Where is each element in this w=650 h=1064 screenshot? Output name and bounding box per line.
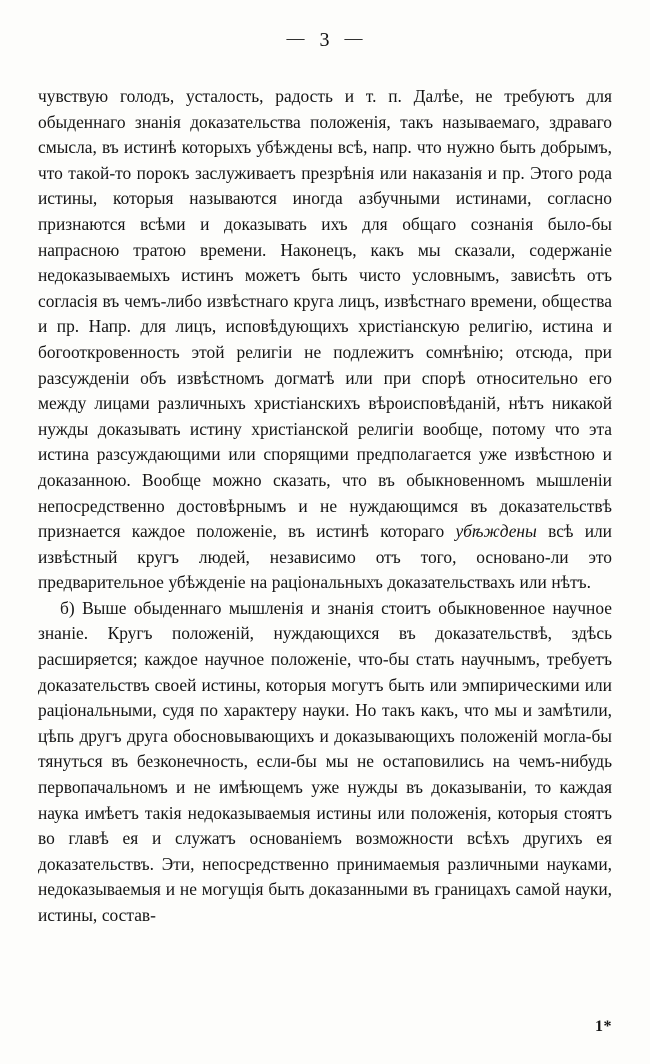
signature-mark: 1* [595, 1018, 612, 1035]
paragraph-1-text: чувствую голодъ, усталость, радость и т. п. Далѣе, не требуютъ для обыденнаго знанія доказательства положенія, такъ называемаго, здраваго смысла, въ истинѣ которыхъ убѣждены всѣ, напр. что нужно быть добрымъ, что такой-то порокъ заслуживаетъ презрѣнія или наказанія и пр. Этого рода истины, которыя называются иногда азбучными истинами, согласно признаются всѣми и доказывать ихъ для общаго сознанія было-бы напрасною тратою времени. Наконецъ, какъ мы сказали, содержаніе недоказываемыхъ истинъ можетъ быть чисто условнымъ, зависѣть отъ согласія въ чемъ-либо извѣстнаго круга лицъ, извѣстнаго времени, общества и пр. Напр. для лицъ, исповѣдующихъ христіанскую религію, истина и богооткровенность этой религіи не подлежитъ сомнѣнію; отсюда, при разсужденіи объ извѣстномъ догматѣ или при спорѣ относительно его между лицами различныхъ христіанскихъ вѣроисповѣданій, нѣтъ никакой нужды доказывать истину христіанской религіи вообще, потому что эта истина разсуждающими или спорящими предполагается уже извѣстною и доказанною. Вообще можно сказать, что въ обыкновенномъ мышленіи непосредственно достовѣрнымъ и не нуждающимся въ доказательствѣ признается каждое положеніе, въ истинѣ котораго [38, 86, 612, 542]
body-text [38, 84, 612, 929]
emphasis-word: убѣждены [455, 521, 537, 542]
page-number: 3 [319, 29, 331, 51]
header-dash-right: — [344, 28, 364, 48]
header-dash-left: — [286, 28, 306, 48]
paragraph-1-tail: всѣ или извѣстный кругъ людей, независимо отъ того, основано-ли это предварительное убѣжденіе на раціональныхъ доказательствахъ или нѣтъ. [38, 521, 612, 593]
paragraph-1 [38, 84, 612, 596]
page-header [0, 28, 650, 52]
paragraph-2: б) Выше обыденнаго мышленія и знанія стоитъ обыкновенное научное знаніе. Кругъ положеній, нуждающихся въ доказательствѣ, здѣсь расширяется; каждое научное положеніе, что-бы стать научнымъ, требуетъ доказательствъ своей истины, которыя могутъ быть или эмпирическими или раціональными, судя по характеру науки. Но такъ какъ, что мы и замѣтили, цѣпь другъ друга обосновывающихъ и доказывающихъ положеній могла-бы тянуться въ безконечность, если-бы мы не остаповились на чемъ-нибудь первопачальномъ и не имѣющемъ уже нужды въ доказываніи, то каждая наука имѣетъ такія недоказываемыя истины или положенія, которыя стоятъ во главѣ ея и служатъ основаніемъ возможности всѣхъ другихъ ея доказательствъ. Эти, непосредственно принимаемыя различными науками, недоказываемыя и не могущія быть доказанными въ границахъ самой науки, истины, состав- [38, 597, 612, 925]
